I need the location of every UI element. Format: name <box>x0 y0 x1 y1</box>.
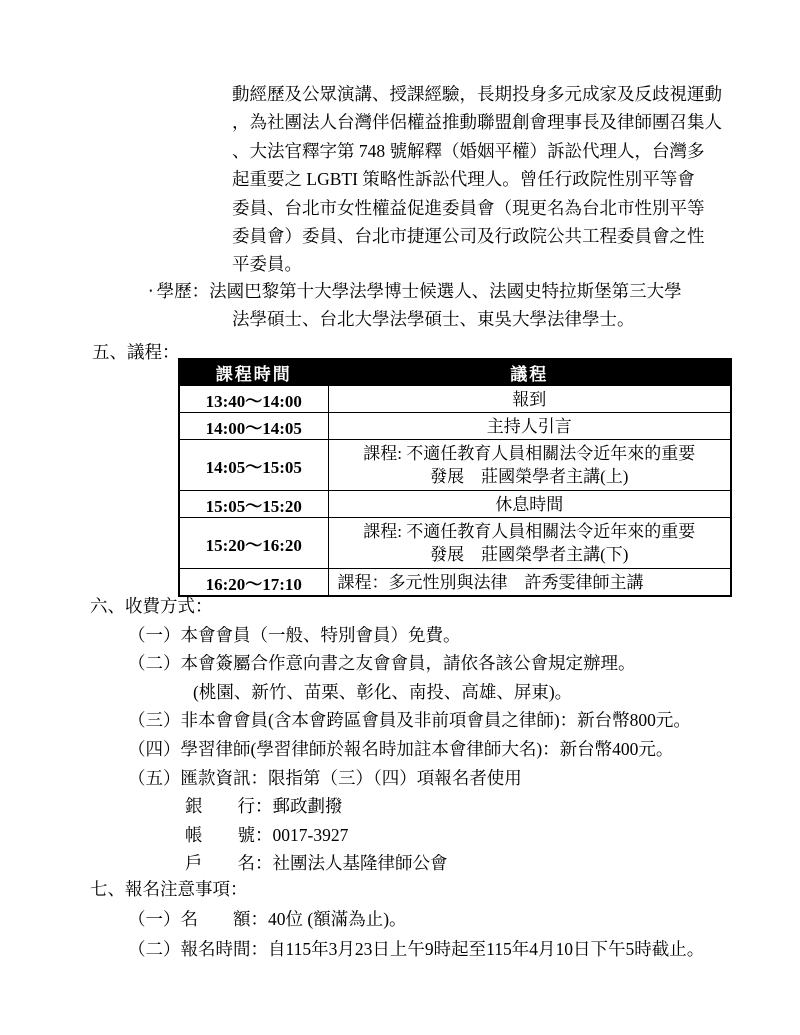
agenda-row <box>179 413 731 440</box>
intro-line: ，為社團法人台灣伴侶權益推動聯盟創會理事長及律師團召集人 <box>232 112 722 133</box>
fee-item <box>128 735 691 764</box>
fee-item-label: （四） <box>128 738 181 759</box>
intro-line: 、大法官釋字第 748 號解釋（婚姻平權）訴訟代理人，台灣多 <box>232 140 705 161</box>
fee-item <box>128 764 691 793</box>
agenda-time-cell: 14:00～14:05 <box>179 413 328 440</box>
registration-item-label: （二） <box>128 939 181 959</box>
bank-holder-line: 戶 名：社團法人基隆律師公會 <box>185 853 448 874</box>
agenda-topic-text: 發展 莊國榮學者主講(上) <box>430 467 629 486</box>
intro-line: 平委員。 <box>232 254 302 275</box>
registration-item <box>128 934 704 964</box>
agenda-topic-text: 課程: 不適任教育人員相關法令近年來的重要 <box>363 522 696 541</box>
agenda-topic-cell <box>328 386 731 413</box>
agenda-time-cell: 13:40～14:00 <box>179 386 328 413</box>
fee-item <box>128 649 691 678</box>
agenda-row <box>179 491 731 518</box>
education-line-1 <box>148 277 682 305</box>
agenda-topic-text: 發展 莊國榮學者主講(下) <box>430 545 629 564</box>
fee-item-text: 非本會會員(含本會跨區會員及非前項會員之律師)：新台幣800元。 <box>180 710 691 731</box>
intro-line: 動經歷及公眾演講、授課經驗，長期投身多元成家及反歧視運動 <box>232 84 722 104</box>
agenda-header-row <box>179 359 731 386</box>
fee-item-text: 匯款資訊：限指第（三）（四）項報名者使用 <box>180 767 522 788</box>
bullet-dot-icon: ‧ <box>148 281 154 301</box>
agenda-topic-cell <box>328 413 731 440</box>
fee-item-subline: (桃園、新竹、苗栗、彰化、南投、高雄、屏東)。 <box>193 681 573 702</box>
registration-section <box>90 874 704 964</box>
fee-item-label: （二） <box>128 653 181 674</box>
agenda-topic-cell <box>328 440 731 491</box>
agenda-topic-cell <box>328 518 731 569</box>
intro-line: 委員會）委員、台北市捷運公司及行政院公共工程委員會之性 <box>232 226 705 247</box>
intro-paragraph <box>232 80 722 279</box>
intro-line: 起重要之 LGBTI 策略性訴訟代理人。曾任行政院性別平等會 <box>232 169 695 190</box>
fee-item <box>128 621 691 650</box>
registration-item-text: 報名時間：自115年3月23日上午9時起至115年4月10日下午5時截止。 <box>180 939 705 959</box>
agenda-time-cell: 15:20～16:20 <box>179 518 328 569</box>
agenda-row <box>179 518 731 569</box>
agenda-time-cell: 14:05～15:05 <box>179 440 328 491</box>
agenda-row <box>179 386 731 413</box>
agenda-topic-text: 主持人引言 <box>486 416 572 436</box>
bank-account-line: 帳 號：0017-3927 <box>185 824 349 845</box>
agenda-topic-text: 報到 <box>512 389 547 409</box>
intro-line: 委員、台北市女性權益促進委員會（現更名為台北市性別平等 <box>232 197 705 218</box>
fee-item-label: （三） <box>128 710 181 731</box>
agenda-table-wrap <box>178 358 732 597</box>
education-text: 學歷：法國巴黎第十大學法學博士候選人、法國史特拉斯堡第三大學 <box>156 281 682 301</box>
fee-item-text: 學習律師(學習律師於報名時加註本會律師大名)：新台幣400元。 <box>180 738 674 759</box>
registration-section-heading: 七、報名注意事項： <box>90 879 248 899</box>
fee-item-text: 本會簽屬合作意向書之友會會員，請依各該公會規定辦理。 <box>180 653 636 674</box>
agenda-header-time: 課程時間 <box>179 359 328 386</box>
agenda-header-topic: 議程 <box>328 359 731 386</box>
fees-section <box>90 592 691 878</box>
agenda-table <box>178 358 732 597</box>
bank-name-line: 銀 行：郵政劃撥 <box>185 796 343 817</box>
fee-item <box>128 706 691 735</box>
agenda-topic-text: 課程: 不適任教育人員相關法令近年來的重要 <box>363 444 696 463</box>
registration-item-label: （一） <box>128 909 181 929</box>
agenda-topic-cell <box>328 491 731 518</box>
fee-item-label: （一） <box>128 624 181 645</box>
agenda-time-cell: 16:20～17:10 <box>179 569 328 597</box>
agenda-topic-text: 課程：多元性別與法律 許秀雯律師主講 <box>337 572 644 592</box>
fees-section-heading: 六、收費方式： <box>90 596 213 616</box>
agenda-topic-text: 休息時間 <box>495 494 564 514</box>
fee-item-text: 本會會員（一般、特別會員）免費。 <box>180 624 461 645</box>
agenda-row <box>179 440 731 491</box>
fee-item-label: （五） <box>128 767 181 788</box>
agenda-section-heading: 五、議程： <box>92 342 180 362</box>
registration-item-text: 名 額：40位 (額滿為止)。 <box>180 909 407 929</box>
agenda-time-cell: 15:05～15:20 <box>179 491 328 518</box>
education-item <box>148 277 682 334</box>
education-line-2: 法學碩士、台北大學法學碩士、東吳大學法律學士。 <box>232 309 635 330</box>
registration-item <box>128 904 704 934</box>
